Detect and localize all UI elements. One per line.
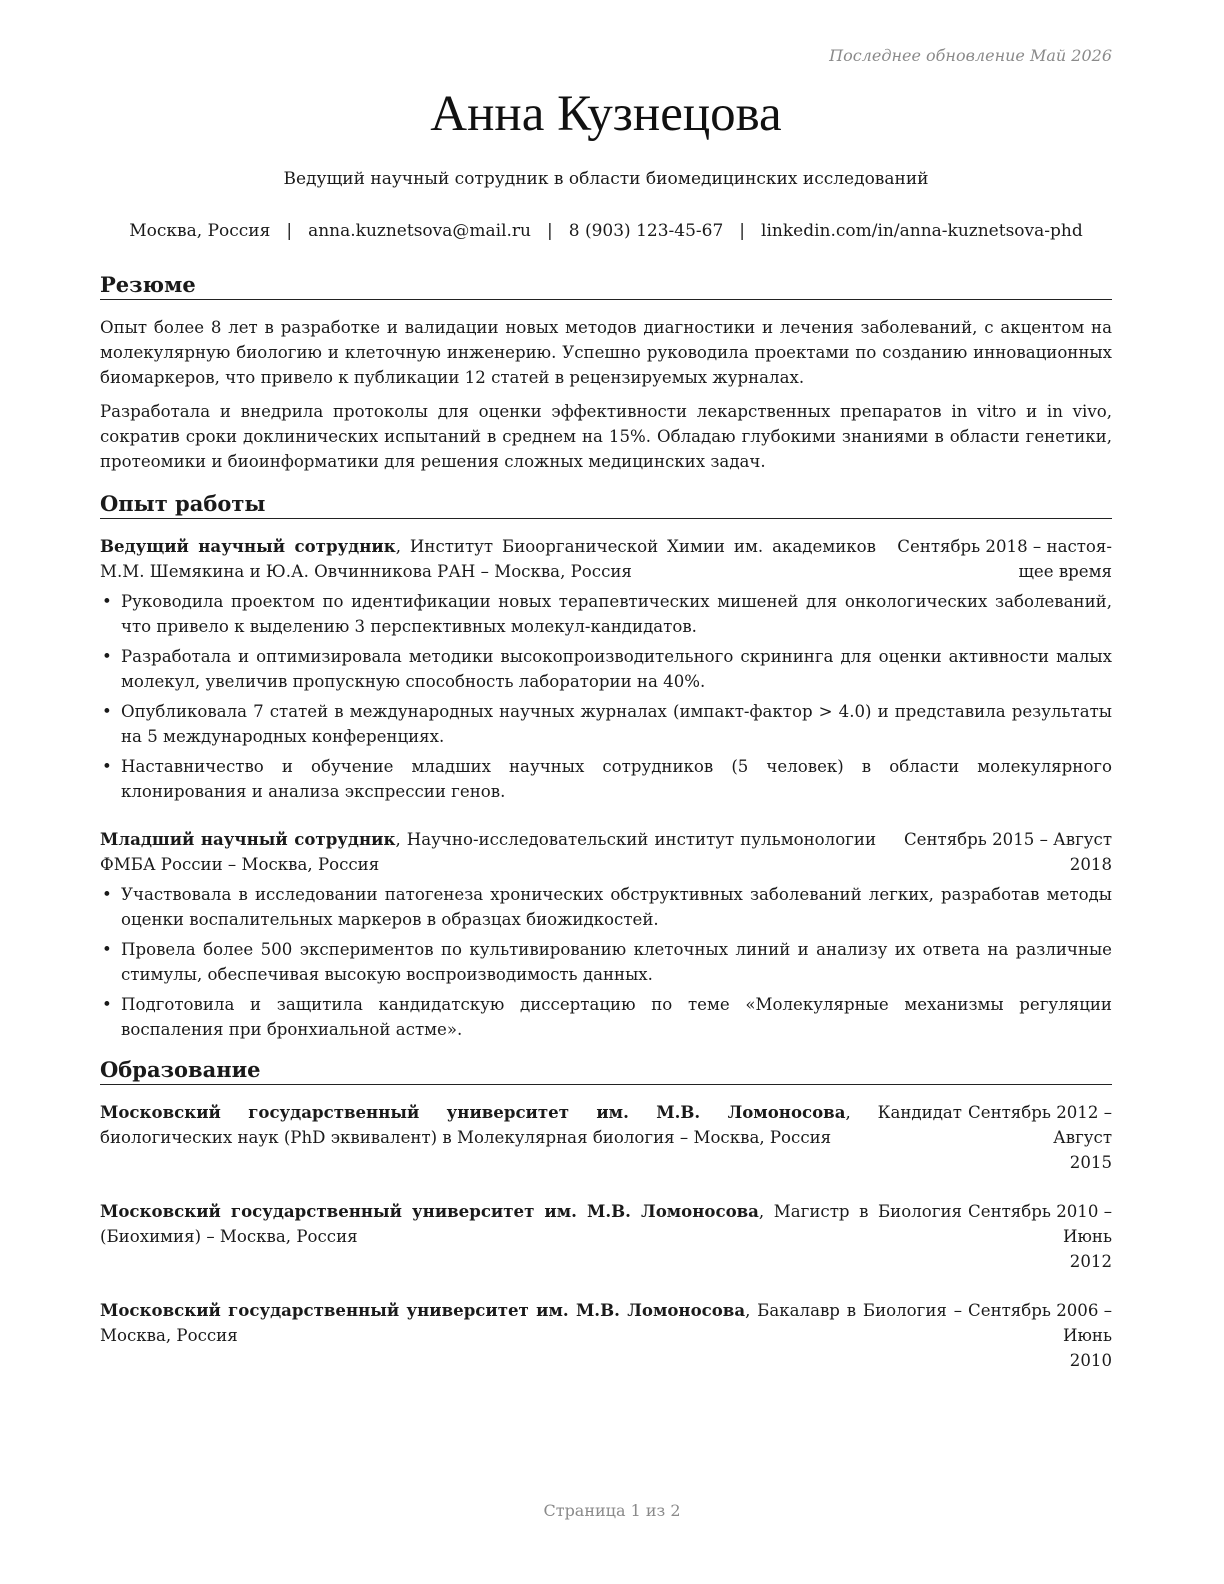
education-dates-start: Сентябрь 2010 – Июнь xyxy=(968,1202,1112,1246)
summary-paragraph: Опыт более 8 лет в разработке и валидации новых методов диагностики и лечения заболеваний, с акцентом на молекулярную биологию и клеточную инженерию. Успешно руководила проектами по созданию инновационных биомаркеров, что привело к публикации 12 статей в рецензируемых журналах. xyxy=(100,318,1112,387)
education-dates-end: 2015 xyxy=(1069,1153,1112,1172)
education-dates-end: 2012 xyxy=(1069,1252,1112,1271)
list-item xyxy=(100,992,1112,1042)
bullet-text: Подготовила и защитила кандидатскую диссертацию по теме «Молекулярные механизмы регуляции воспаления при бронхиальной астме». xyxy=(121,995,1112,1039)
education-dates-start: Сентябрь 2006 – Июнь xyxy=(968,1301,1112,1345)
education-school: Московский государственный университет им. М.В. Ломоносова xyxy=(100,1201,759,1221)
job-organization: , Институт Биоорганической Химии им. академиков М.М. Шемякина и Ю.А. Овчинникова РАН – Москва, Россия xyxy=(100,537,876,581)
job-bullets xyxy=(100,882,1112,1042)
list-item xyxy=(100,882,1112,932)
job-position: Младший научный сотрудник xyxy=(100,829,396,849)
job-dates-end: 2018 xyxy=(1069,855,1112,874)
page-number: Страница 1 из 2 xyxy=(543,1501,681,1520)
bullet-icon: • xyxy=(102,647,112,666)
list-item xyxy=(100,699,1112,749)
experience-section xyxy=(100,491,1112,1042)
contact-email[interactable]: anna.kuznetsova@mail.ru xyxy=(308,221,532,241)
job-dates xyxy=(876,534,1112,584)
resume-page xyxy=(100,0,1112,1584)
bullet-icon: • xyxy=(102,995,112,1014)
education-school: Московский государственный университет им. М.В. Ломоносова xyxy=(100,1102,846,1122)
bullet-icon: • xyxy=(102,702,112,721)
job-header xyxy=(100,827,1112,877)
bullet-text: Наставничество и обучение младших научных сотрудников (5 человек) в области молекулярного клонирования и анализа экспрессии генов. xyxy=(121,757,1112,801)
job-dates-end: щее время xyxy=(1018,562,1112,581)
bullet-icon: • xyxy=(102,885,112,904)
education-dates-start: Сентябрь 2012 – Август xyxy=(968,1103,1112,1147)
education-school-degree xyxy=(100,1100,962,1175)
contact-linkedin[interactable]: linkedin.com/in/anna-kuznetsova-phd xyxy=(761,221,1083,241)
last-updated: Последнее обновление Май 2026 xyxy=(829,46,1112,65)
education-school: Московский государственный университет им. М.В. Ломоносова xyxy=(100,1300,746,1320)
contact-separator: | xyxy=(547,221,553,241)
education-degree: , Магистр в Биология (Биохимия) – Москва, Россия xyxy=(100,1202,962,1246)
education-dates xyxy=(962,1298,1112,1373)
bullet-icon: • xyxy=(102,757,112,776)
education-dates-end: 2010 xyxy=(1069,1351,1112,1370)
summary-section xyxy=(100,272,1112,474)
section-title-education: Образование xyxy=(100,1057,1112,1085)
job-dates-start: Сентябрь 2015 – Август xyxy=(903,830,1112,849)
education-section xyxy=(100,1057,1112,1373)
education-entry xyxy=(100,1298,1112,1373)
bullet-icon: • xyxy=(102,940,112,959)
summary-paragraph: Разработала и внедрила протоколы для оценки эффективности лекарственных препаратов in vitro и in vivo, сократив сроки доклинических испытаний в среднем на 15%. Обладаю глубокими знаниями в области генетики, протеомики и биоинформатики для решения сложных медицинских задач. xyxy=(100,402,1112,471)
section-title-summary: Резюме xyxy=(100,272,1112,300)
job-entry xyxy=(100,827,1112,1042)
education-school-degree xyxy=(100,1199,962,1274)
education-entry xyxy=(100,1100,1112,1175)
job-position: Ведущий научный сотрудник xyxy=(100,536,396,556)
education-dates xyxy=(962,1100,1112,1175)
bullet-text: Руководила проектом по идентификации новых терапевтических мишеней для онкологических заболеваний, что привело к выделению 3 перспективных молекул-кандидатов. xyxy=(121,592,1112,636)
list-item xyxy=(100,644,1112,694)
contact-separator: | xyxy=(739,221,746,241)
bullet-text: Участвовала в исследовании патогенеза хронических обструктивных заболеваний легких, разработав методы оценки воспалительных маркеров в образцах биожидкостей. xyxy=(121,885,1112,929)
education-degree: , Кандидат биологических наук (PhD эквивалент) в Молекулярная биология – Москва, Россия xyxy=(100,1103,962,1147)
education-dates xyxy=(962,1199,1112,1274)
section-title-experience: Опыт работы xyxy=(100,491,1112,519)
job-organization: , Научно-исследовательский институт пульмонологии ФМБА России – Москва, Россия xyxy=(100,830,876,874)
contact-line xyxy=(100,219,1112,243)
bullet-text: Провела более 500 экспериментов по культивированию клеточных линий и анализу их ответа на различные стимулы, обеспечивая высокую воспроизводимость данных. xyxy=(121,940,1112,984)
bullet-text: Разработала и оптимизировала методики высокопроизводительного скрининга для оценки активности малых молекул, увеличив пропускную способность лаборатории на 40%. xyxy=(121,647,1112,691)
person-name: Анна Кузнецова xyxy=(430,86,782,142)
list-item xyxy=(100,937,1112,987)
job-title-org xyxy=(100,827,876,877)
contact-phone[interactable]: 8 (903) 123-45-67 xyxy=(568,221,724,241)
job-header xyxy=(100,534,1112,584)
job-entry xyxy=(100,534,1112,804)
education-entry xyxy=(100,1199,1112,1274)
job-bullets xyxy=(100,589,1112,804)
job-title: Ведущий научный сотрудник в области биомедицинских исследований xyxy=(283,169,929,189)
job-title-org xyxy=(100,534,876,584)
job-dates-start: Сентябрь 2018 – настоя- xyxy=(897,537,1112,556)
list-item xyxy=(100,589,1112,639)
job-dates xyxy=(876,827,1112,877)
contact-separator: | xyxy=(286,221,293,241)
bullet-icon: • xyxy=(102,592,112,611)
contact-location: Москва, Россия xyxy=(129,221,271,241)
education-degree: , Бакалавр в Биология – Москва, Россия xyxy=(100,1301,962,1345)
list-item xyxy=(100,754,1112,804)
education-school-degree xyxy=(100,1298,962,1373)
bullet-text: Опубликовала 7 статей в международных научных журналах (импакт-фактор > 4.0) и представила результаты на 5 международных конференциях. xyxy=(121,702,1112,746)
